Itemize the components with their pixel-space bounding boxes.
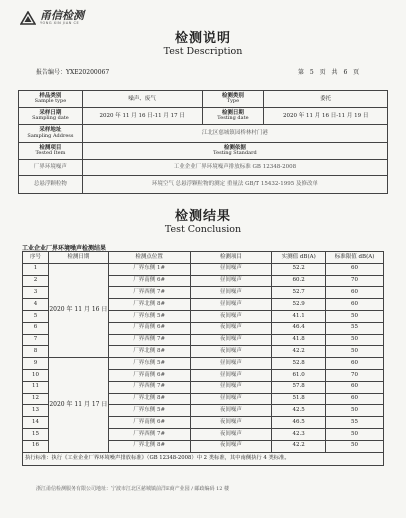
row-no: 14 [23, 417, 49, 429]
tested-item-label: 检测项目 Tested Item [19, 143, 83, 160]
footer-address: 浙江甬信检测服务有限公司地址：宁波市江北区慈城镇前洋E商产业园 / 邮政编码 12 楼 [36, 486, 230, 492]
row-limit: 60 [326, 381, 384, 393]
row-position: 厂界北侧 8# [108, 346, 190, 358]
address-value: 江北区慈城镇园桥林村门港 [82, 125, 387, 143]
row-value: 46.5 [272, 417, 326, 429]
row-position: 厂界东侧 5# [108, 358, 190, 370]
sampling-date-value: 2020 年 11 月 16 日-11 月 17 日 [82, 108, 202, 125]
row-limit: 55 [326, 322, 384, 334]
row-limit: 60 [326, 287, 384, 299]
results-header-row [23, 252, 384, 264]
row-position: 厂界西侧 7# [108, 381, 190, 393]
row-position: 厂界北侧 8# [108, 393, 190, 405]
page-title-cn: 检测说明 [174, 31, 231, 46]
col-header-item: 检测项目 [190, 252, 272, 264]
row-no: 4 [23, 299, 49, 311]
row-no: 13 [23, 405, 49, 417]
row-position: 厂界北侧 8# [108, 299, 190, 311]
row-limit: 50 [326, 440, 384, 452]
row-position: 厂界南侧 6# [108, 417, 190, 429]
row-position: 厂界西侧 7# [108, 287, 190, 299]
row-item: 夜间噪声 [190, 428, 272, 440]
row-value: 42.2 [272, 440, 326, 452]
row-position: 厂界东侧 5# [108, 310, 190, 322]
row-limit: 50 [326, 334, 384, 346]
row-no: 7 [23, 334, 49, 346]
row-value: 52.8 [272, 358, 326, 370]
row-position: 厂界北侧 8# [108, 440, 190, 452]
results-table-title: 工业企业厂界环境噪声检测结果 [22, 245, 107, 252]
results-table [22, 251, 384, 466]
row-no: 1 [23, 263, 49, 275]
col-header-date: 检测日期 [48, 252, 108, 264]
row-limit: 50 [326, 405, 384, 417]
report-number: 报告编号：YXE20200067 [36, 69, 110, 76]
sample-type-value: 噪声、废气 [82, 91, 202, 108]
row-position: 厂界东侧 5# [108, 405, 190, 417]
row-value: 52.9 [272, 299, 326, 311]
table-row [23, 358, 384, 370]
row-limit: 50 [326, 310, 384, 322]
tsp-item: 总悬浮颗粒物 [19, 176, 83, 194]
row-item: 昼间噪声 [190, 263, 272, 275]
row-item: 夜间噪声 [190, 334, 272, 346]
conclusion-title-en: Test Conclusion [164, 224, 242, 235]
testing-date-value: 2020 年 11 月 16 日-11 月 19 日 [264, 108, 388, 125]
standard-note: 执行标准：执行《工业企业厂界环境噪声排放标准》（GB 12348-2008）中 2 类标准，其中南侧执行 4 类标准。 [23, 452, 384, 465]
row-item: 夜间噪声 [190, 322, 272, 334]
conclusion-title-cn: 检测结果 [174, 209, 231, 224]
row-no: 11 [23, 381, 49, 393]
info-row-date [19, 108, 388, 125]
row-item: 昼间噪声 [190, 287, 272, 299]
row-position: 厂界南侧 6# [108, 322, 190, 334]
row-item: 夜间噪声 [190, 346, 272, 358]
row-item: 昼间噪声 [190, 275, 272, 287]
address-label: 采样地址 Sampling Address [19, 125, 83, 143]
row-position: 厂界西侧 7# [108, 428, 190, 440]
row-item: 昼间噪声 [190, 381, 272, 393]
test-type-label: 检测类别 Type [202, 91, 264, 108]
page-title-en: Test Description [163, 46, 243, 57]
row-value: 52.7 [272, 287, 326, 299]
col-header-position: 检测点位置 [108, 252, 190, 264]
row-limit: 60 [326, 393, 384, 405]
info-row-sample [19, 91, 388, 108]
row-limit: 50 [326, 428, 384, 440]
row-no: 5 [23, 310, 49, 322]
col-header-value: 实测值 dB(A) [272, 252, 326, 264]
test-type-value: 委托 [264, 91, 388, 108]
row-position: 厂界南侧 6# [108, 369, 190, 381]
row-position: 厂界南侧 6# [108, 275, 190, 287]
row-value: 42.2 [272, 346, 326, 358]
row-value: 46.4 [272, 322, 326, 334]
noise-standard: 工业企业厂界环境噪声排放标准 GB 12348-2008 [82, 160, 387, 176]
note-row [23, 452, 384, 465]
row-no: 15 [23, 428, 49, 440]
row-item: 昼间噪声 [190, 393, 272, 405]
date-cell-2: 2020 年 11 月 17 日 [48, 358, 108, 452]
testing-date-label: 检测日期 Testing date [202, 108, 264, 125]
row-limit: 60 [326, 263, 384, 275]
date-cell-1: 2020 年 11 月 16 日 [48, 263, 108, 357]
row-item: 昼间噪声 [190, 369, 272, 381]
row-item: 夜间噪声 [190, 310, 272, 322]
testing-standard-label: 检测依据 Testing Standard [82, 143, 387, 160]
row-position: 厂界东侧 1# [108, 263, 190, 275]
logo-mark-icon [20, 11, 36, 25]
row-value: 60.2 [272, 275, 326, 287]
company-logo [20, 10, 84, 26]
row-value: 41.8 [272, 334, 326, 346]
row-value: 42.3 [272, 428, 326, 440]
row-item: 昼间噪声 [190, 299, 272, 311]
row-value: 52.2 [272, 263, 326, 275]
col-header-no: 序号 [23, 252, 49, 264]
col-header-limit: 标准限值 dB(A) [326, 252, 384, 264]
row-value: 51.8 [272, 393, 326, 405]
row-position: 厂界西侧 7# [108, 334, 190, 346]
row-no: 12 [23, 393, 49, 405]
row-limit: 60 [326, 358, 384, 370]
row-no: 2 [23, 275, 49, 287]
logo-en-text: YONG XIN JIAN CE [40, 21, 80, 25]
table-row [23, 263, 384, 275]
row-no: 16 [23, 440, 49, 452]
row-limit: 50 [326, 346, 384, 358]
tsp-standard: 环境空气 总悬浮颗粒物的测定 重量法 GB/T 15432-1995 及修改单 [82, 176, 387, 194]
row-limit: 60 [326, 299, 384, 311]
row-limit: 70 [326, 369, 384, 381]
page-indicator: 第 5 页 共 6 页 [298, 69, 360, 76]
row-item: 夜间噪声 [190, 417, 272, 429]
noise-item: 厂界环境噪声 [19, 160, 83, 176]
row-item: 夜间噪声 [190, 405, 272, 417]
row-no: 9 [23, 358, 49, 370]
row-limit: 70 [326, 275, 384, 287]
info-row-tsp [19, 176, 388, 194]
row-item: 昼间噪声 [190, 358, 272, 370]
info-table [18, 90, 388, 194]
row-value: 57.8 [272, 381, 326, 393]
info-row-address [19, 125, 388, 143]
row-no: 6 [23, 322, 49, 334]
row-limit: 55 [326, 417, 384, 429]
row-no: 10 [23, 369, 49, 381]
row-no: 8 [23, 346, 49, 358]
info-row-header [19, 143, 388, 160]
logo-cn-text: 甬信检测 [40, 9, 84, 22]
row-item: 夜间噪声 [190, 440, 272, 452]
row-value: 61.0 [272, 369, 326, 381]
sampling-date-label: 采样日期 Sampling date [19, 108, 83, 125]
row-no: 3 [23, 287, 49, 299]
row-value: 41.1 [272, 310, 326, 322]
row-value: 42.5 [272, 405, 326, 417]
sample-type-label: 样品类别 Sample type [19, 91, 83, 108]
info-row-noise [19, 160, 388, 176]
